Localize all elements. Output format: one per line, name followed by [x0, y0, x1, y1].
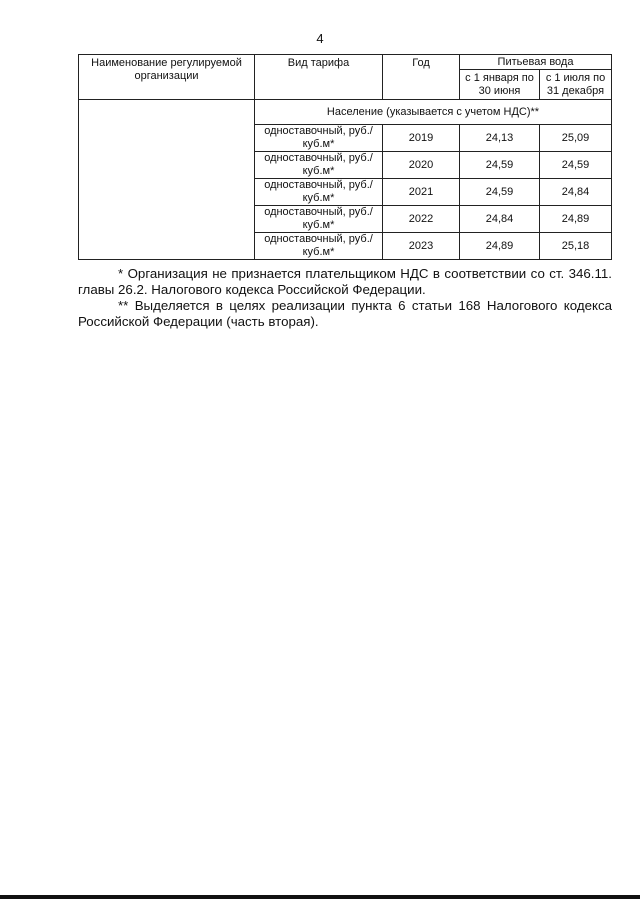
period-1-value: 24,59: [460, 179, 540, 206]
year-cell: 2020: [383, 152, 460, 179]
period-2-value: 24,89: [540, 206, 612, 233]
header-drinking-water: Питьевая вода: [460, 55, 612, 70]
period-2-value: 25,18: [540, 233, 612, 260]
tariff-cell: одноставочный, руб./куб.м*: [255, 125, 383, 152]
footnotes: [78, 266, 612, 330]
scan-bottom-edge: [0, 895, 640, 899]
tariff-cell: одноставочный, руб./куб.м*: [255, 152, 383, 179]
period-1-value: 24,84: [460, 206, 540, 233]
tariff-cell: одноставочный, руб./куб.м*: [255, 233, 383, 260]
footnote-vat-allocation: ** Выделяется в целях реализации пункта 6 статьи 168 Налогового кодекса Российской Федерации (часть вторая).: [78, 298, 612, 329]
period-2-value: 24,59: [540, 152, 612, 179]
period-2-value: 24,84: [540, 179, 612, 206]
tariff-cell: одноставочный, руб./куб.м*: [255, 179, 383, 206]
year-cell: 2019: [383, 125, 460, 152]
organization-name-cell: [79, 100, 255, 260]
header-period-2: с 1 июля по 31 декабря: [540, 70, 612, 100]
header-period-1: с 1 января по 30 июня: [460, 70, 540, 100]
population-label: Население (указывается с учетом НДС)**: [255, 100, 612, 125]
header-year: Год: [383, 55, 460, 100]
year-cell: 2022: [383, 206, 460, 233]
population-row: [79, 100, 612, 125]
header-tariff-type: Вид тарифа: [255, 55, 383, 100]
period-1-value: 24,59: [460, 152, 540, 179]
footnote-vat-exemption: * Организация не признается плательщиком НДС в соответствии со ст. 346.11. главы 26.2. Налогового кодекса Российской Федерации.: [78, 266, 612, 297]
tariff-table: [78, 54, 612, 260]
header-organization: Наименование регулируемой организации: [79, 55, 255, 100]
period-1-value: 24,13: [460, 125, 540, 152]
page-number: 4: [316, 31, 324, 46]
table-header-row: [79, 55, 612, 70]
tariff-cell: одноставочный, руб./куб.м*: [255, 206, 383, 233]
period-2-value: 25,09: [540, 125, 612, 152]
year-cell: 2021: [383, 179, 460, 206]
period-1-value: 24,89: [460, 233, 540, 260]
year-cell: 2023: [383, 233, 460, 260]
